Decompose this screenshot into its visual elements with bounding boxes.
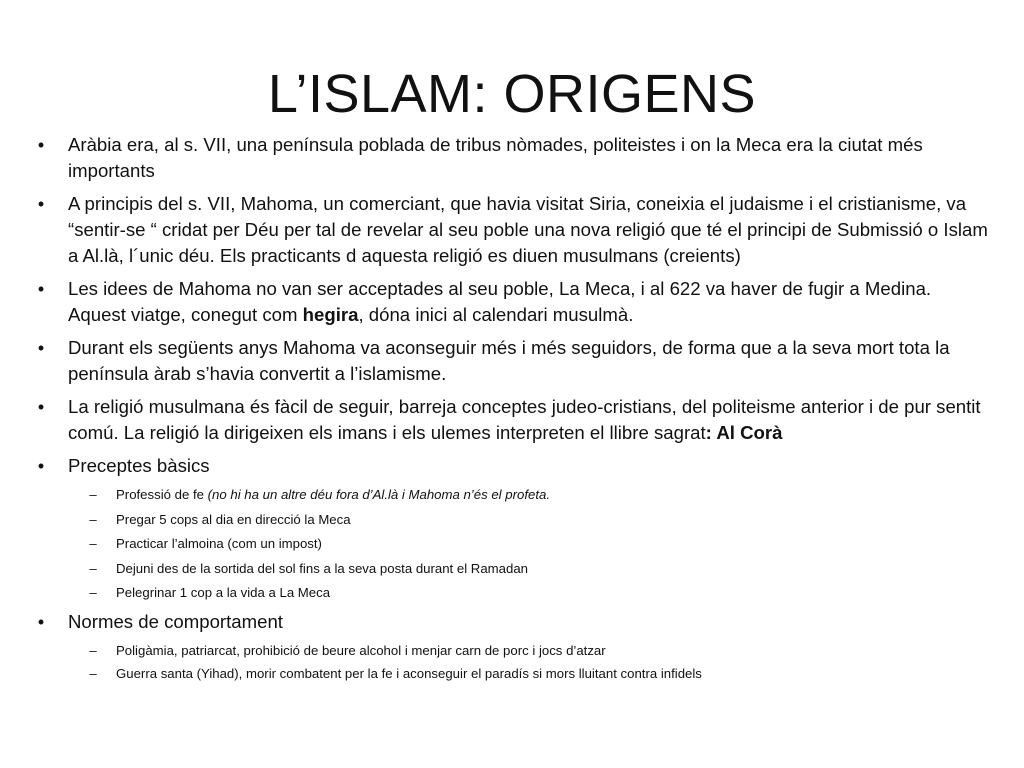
dash-marker: – — [89, 487, 97, 502]
sub-list-normes — [34, 642, 992, 682]
bullet-item — [34, 132, 992, 184]
sub-text: Guerra santa (Yihad), morir combatent per la fe i aconseguir el paradís si mors lluitant contra infidels — [116, 665, 702, 681]
bullet-bold-term: : Al Corà — [705, 422, 783, 443]
bullet-marker: • — [37, 194, 45, 214]
sub-item — [34, 486, 992, 503]
dash-marker: – — [89, 560, 97, 576]
bullet-text: Aràbia era, al s. VII, una península poblada de tribus nòmades, politeistes i on la Meca era la ciutat més importants — [68, 134, 923, 181]
sub-item — [34, 535, 992, 552]
sub-text: Pregar 5 cops al dia en direcció la Meca — [116, 511, 351, 527]
dash-marker: – — [89, 642, 97, 658]
sub-list-preceptes — [34, 486, 992, 601]
bullet-marker: • — [37, 456, 45, 476]
bullet-item-preceptes — [34, 453, 992, 479]
bullet-marker: • — [37, 338, 45, 358]
sub-item — [34, 665, 992, 682]
dash-marker: – — [89, 585, 97, 600]
sub-item — [34, 511, 992, 528]
bullet-item — [34, 335, 992, 387]
bullet-item — [34, 276, 992, 328]
slide-content — [34, 132, 992, 688]
bullet-text: Les idees de Mahoma no van ser acceptades al seu poble, La Meca, i al 622 va haver de fugir a Medina. Aquest viatge, conegut com — [68, 278, 932, 325]
bullet-text: La religió musulmana és fàcil de seguir, barreja conceptes judeo-cristians, del politeisme anterior i de pur sentit comú. La religió la dirigeixen els imans i els ulemes interpreten el llibre sagrat — [68, 396, 981, 443]
bullet-text: Normes de comportament — [68, 610, 283, 632]
bullet-text: A principis del s. VII, Mahoma, un comerciant, que havia visitat Siria, coneixia el judaisme i el cristianisme, va “sentir-se “ cridat per Déu per tal de revelar al seu poble una nova religió que té el principi de Submissió o Islam a Al.là, l´unic déu. Els practicants d aquesta religió es diuen musulmans (creients) — [68, 193, 988, 266]
slide-title: L’ISLAM: ORIGENS — [267, 64, 757, 124]
sub-item — [34, 642, 992, 659]
bullet-item — [34, 394, 992, 446]
sub-text: Dejuni des de la sortida del sol fins a la seva posta durant el Ramadan — [116, 560, 528, 576]
bullet-bold-term: hegira — [302, 304, 359, 325]
dash-marker: – — [89, 665, 97, 681]
bullet-text: , dóna inici al calendari musulmà. — [358, 304, 634, 325]
sub-text: Professió de fe — [116, 487, 208, 502]
bullet-marker: • — [37, 611, 45, 632]
dash-marker: – — [89, 536, 97, 551]
sub-item — [34, 560, 992, 577]
sub-text: Pelegrinar 1 cop a la vida a La Meca — [116, 585, 331, 600]
sub-item — [34, 584, 992, 601]
bullet-text: Durant els següents anys Mahoma va aconseguir més i més seguidors, de forma que a la seva mort tota la península àrab s’havia convertit a l’islamisme. — [68, 337, 950, 384]
dash-marker: – — [89, 511, 97, 527]
bullet-marker: • — [37, 135, 45, 155]
sub-text: Practicar l’almoina (com un impost) — [116, 536, 322, 551]
sub-text: Poligàmia, patriarcat, prohibició de beure alcohol i menjar carn de porc i jocs d’atzar — [116, 642, 606, 658]
bullet-marker: • — [37, 397, 45, 417]
bullet-text: Preceptes bàsics — [68, 455, 210, 476]
sub-text-italic: (no hi ha un altre déu fora d’Al.là i Mahoma n’és el profeta. — [207, 487, 550, 502]
bullet-marker: • — [37, 279, 45, 299]
bullet-item — [34, 191, 992, 269]
bullet-item-normes — [34, 609, 992, 635]
